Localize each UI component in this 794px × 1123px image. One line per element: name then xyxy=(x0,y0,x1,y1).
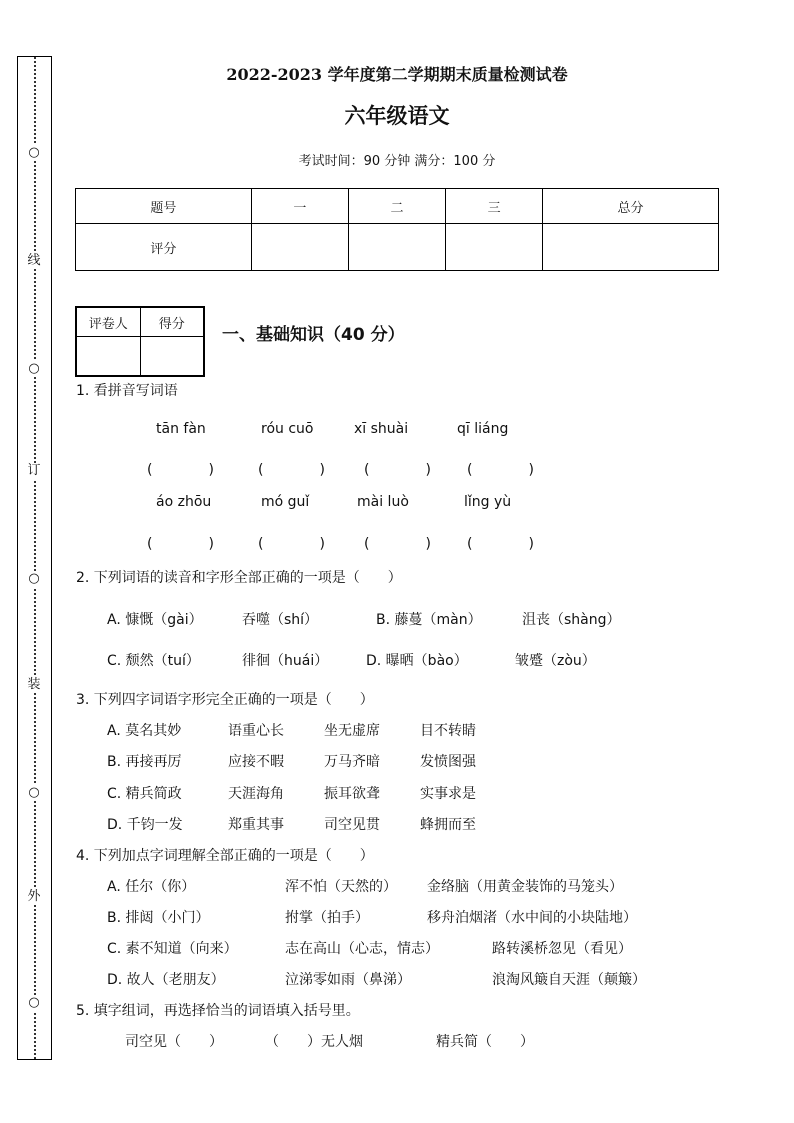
answer-blank[interactable]: ( ) xyxy=(258,536,325,552)
q4-item: 浪淘风簸自天涯（颠簸） xyxy=(492,972,646,988)
q3-word: 坐无虚席 xyxy=(324,723,380,739)
circle-mark: ○ xyxy=(22,361,46,377)
score-label: 得分 xyxy=(140,307,204,337)
pinyin: qī liáng xyxy=(457,421,509,437)
q3-word: 应接不暇 xyxy=(228,754,284,770)
question-4-title: 4. 下列加点字词理解全部正确的一项是（ ） xyxy=(76,848,374,864)
q3-word: 实事求是 xyxy=(420,786,476,802)
answer-blank[interactable]: ( ) xyxy=(364,536,431,552)
q3-word: 天涯海角 xyxy=(228,786,284,802)
score-table xyxy=(75,188,719,271)
answer-blank[interactable]: ( ) xyxy=(147,462,214,478)
q5-fill-word[interactable]: 精兵简（ ） xyxy=(436,1034,534,1050)
q4-item: 路转溪桥忽见（看见） xyxy=(492,941,632,957)
q4-item: 金络脑（用黄金装饰的马笼头） xyxy=(427,879,623,895)
subject-title: 六年级语文 xyxy=(344,104,450,128)
pinyin: xī shuài xyxy=(354,421,409,437)
pinyin: tān fàn xyxy=(156,421,206,437)
grader-table xyxy=(75,306,205,377)
answer-blank[interactable]: ( ) xyxy=(364,462,431,478)
option-a-word: 吞噬（shí） xyxy=(242,612,319,628)
q3-word: 振耳欲聋 xyxy=(324,786,380,802)
question-3-title: 3. 下列四字词语字形完全正确的一项是（ ） xyxy=(76,692,374,708)
q3-word: 蜂拥而至 xyxy=(420,817,476,833)
question-1-title: 1. 看拼音写词语 xyxy=(76,383,178,399)
score-header-cell: 二 xyxy=(348,189,445,224)
q3-word: 目不转睛 xyxy=(420,723,476,739)
q3-option-a[interactable]: A. 莫名其妙 xyxy=(107,723,182,739)
grader-input-row xyxy=(76,337,204,377)
score-cell[interactable] xyxy=(251,224,348,271)
q4-item: 志在高山（心志，情志） xyxy=(285,941,439,957)
score-header-cell: 三 xyxy=(446,189,543,224)
exam-title: 2022-2023 学年度第二学期期末质量检测试卷 xyxy=(226,65,568,84)
q3-word: 郑重其事 xyxy=(228,817,284,833)
q4-option-a[interactable]: A. 任尔（你） xyxy=(107,879,196,895)
score-table-header-row xyxy=(76,189,719,224)
reviewer-cell[interactable] xyxy=(76,337,140,377)
q4-option-c[interactable]: C. 素不知道（向来） xyxy=(107,941,238,957)
option-d-word: 皱蹙（zòu） xyxy=(515,653,596,669)
answer-blank[interactable]: ( ) xyxy=(467,536,534,552)
question-5-title: 5. 填字组词，再选择恰当的词语填入括号里。 xyxy=(76,1003,360,1019)
option-c[interactable]: C. 颓然（tuí） xyxy=(107,653,200,669)
score-header-cell: 总分 xyxy=(543,189,719,224)
q3-word: 语重心长 xyxy=(228,723,284,739)
q3-word: 发愤图强 xyxy=(420,754,476,770)
margin-label-xian: 线 xyxy=(22,253,46,269)
q3-option-c[interactable]: C. 精兵简政 xyxy=(107,786,182,802)
q4-item: 拊掌（拍手） xyxy=(285,910,369,926)
score-table-score-row xyxy=(76,224,719,271)
reviewer-label: 评卷人 xyxy=(76,307,140,337)
score-input-cell[interactable] xyxy=(140,337,204,377)
q4-option-d[interactable]: D. 故人（老朋友） xyxy=(107,972,225,988)
score-cell[interactable] xyxy=(348,224,445,271)
exam-info: 考试时间：90 分钟 满分：100 分 xyxy=(298,154,496,169)
q3-word: 万马齐暗 xyxy=(324,754,380,770)
pinyin: mó guǐ xyxy=(261,494,310,510)
q3-word: 司空见贯 xyxy=(324,817,380,833)
circle-mark: ○ xyxy=(22,995,46,1011)
cut-line xyxy=(34,57,36,1059)
q5-fill-word[interactable]: （ ）无人烟 xyxy=(265,1034,363,1050)
option-b[interactable]: B. 藤蔓（màn） xyxy=(376,612,482,628)
q4-item: 泣涕零如雨（鼻涕） xyxy=(285,972,411,988)
section-title: 一、基础知识（40 分） xyxy=(222,325,405,345)
score-header-cell: 一 xyxy=(251,189,348,224)
q5-fill-word[interactable]: 司空见（ ） xyxy=(125,1034,223,1050)
q4-item: 移舟泊烟渚（水中间的小块陆地） xyxy=(427,910,637,926)
q4-item: 浑不怕（天然的） xyxy=(285,879,397,895)
circle-mark: ○ xyxy=(22,145,46,161)
option-c-word: 徘徊（huái） xyxy=(242,653,329,669)
score-cell[interactable] xyxy=(446,224,543,271)
pinyin: lǐng yù xyxy=(464,494,512,510)
answer-blank[interactable]: ( ) xyxy=(258,462,325,478)
pinyin: áo zhōu xyxy=(156,494,212,510)
option-d[interactable]: D. 曝晒（bào） xyxy=(366,653,468,669)
binding-margin xyxy=(17,56,52,1060)
q4-option-b[interactable]: B. 排闼（小门） xyxy=(107,910,210,926)
q3-option-d[interactable]: D. 千钧一发 xyxy=(107,817,183,833)
pinyin: mài luò xyxy=(357,494,409,510)
circle-mark: ○ xyxy=(22,785,46,801)
margin-label-zhuang: 装 xyxy=(22,677,46,693)
q3-option-b[interactable]: B. 再接再厉 xyxy=(107,754,182,770)
question-2-title: 2. 下列词语的读音和字形全部正确的一项是（ ） xyxy=(76,570,402,586)
pinyin: róu cuō xyxy=(261,421,314,437)
option-b-word: 沮丧（shàng） xyxy=(522,612,621,628)
score-row-label: 评分 xyxy=(76,224,252,271)
grader-header-row xyxy=(76,307,204,337)
answer-blank[interactable]: ( ) xyxy=(147,536,214,552)
circle-mark: ○ xyxy=(22,571,46,587)
margin-label-wai: 外 xyxy=(22,889,46,905)
option-a[interactable]: A. 慷慨（gài） xyxy=(107,612,203,628)
score-cell[interactable] xyxy=(543,224,719,271)
answer-blank[interactable]: ( ) xyxy=(467,462,534,478)
score-header-cell: 题号 xyxy=(76,189,252,224)
margin-label-ding: 订 xyxy=(22,463,46,479)
